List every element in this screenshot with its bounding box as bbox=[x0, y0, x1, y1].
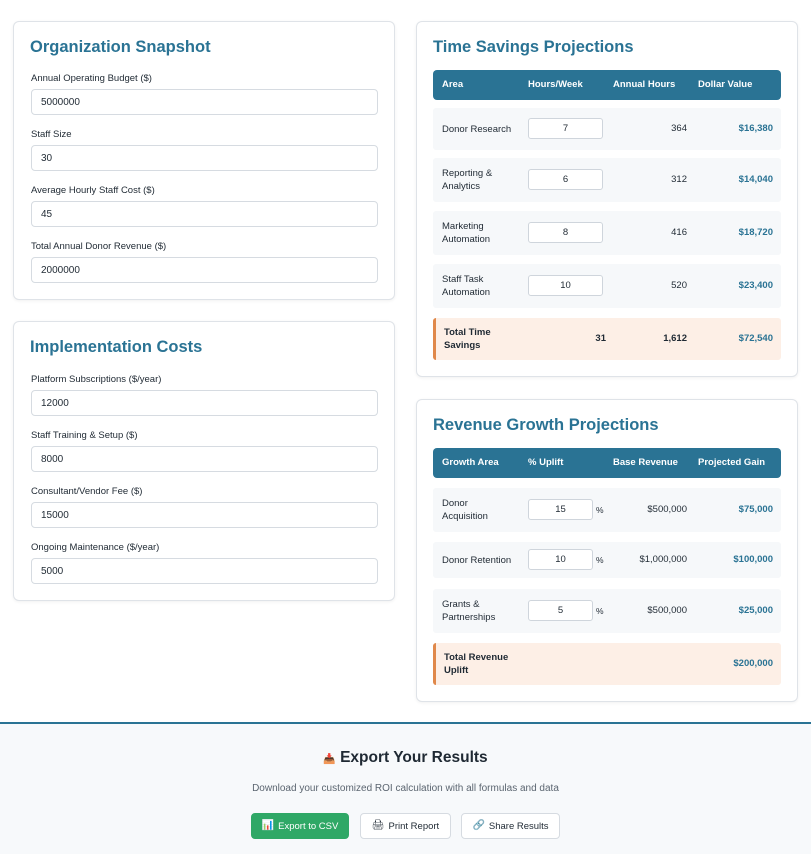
time-savings-card bbox=[416, 21, 798, 377]
total-annual-hours: 1,612 bbox=[663, 333, 687, 344]
row-dollar-value: $18,720 bbox=[738, 227, 773, 238]
hourly-cost-input[interactable] bbox=[31, 201, 378, 227]
table-row bbox=[433, 542, 781, 578]
export-csv-button[interactable] bbox=[251, 813, 349, 839]
row-base-revenue: $1,000,000 bbox=[639, 554, 687, 565]
export-csv-label: Export to CSV bbox=[278, 820, 339, 832]
table-row bbox=[433, 211, 781, 255]
export-subtitle: Download your customized ROI calculation with all formulas and data bbox=[252, 783, 559, 794]
export-section bbox=[0, 722, 811, 854]
hours-week-input[interactable] bbox=[528, 118, 603, 139]
table-row bbox=[433, 108, 781, 150]
row-dollar-value: $16,380 bbox=[738, 123, 773, 134]
total-dollar-value: $72,540 bbox=[738, 333, 773, 344]
export-title-text: Export Your Results bbox=[340, 749, 488, 766]
header-projected-gain: Projected Gain bbox=[698, 457, 766, 468]
donor-revenue-input[interactable] bbox=[31, 257, 378, 283]
row-projected-gain: $25,000 bbox=[738, 605, 773, 616]
annual-budget-label: Annual Operating Budget ($) bbox=[31, 73, 152, 84]
percent-symbol: % bbox=[596, 555, 604, 565]
platform-subscriptions-label: Platform Subscriptions ($/year) bbox=[31, 374, 162, 385]
implementation-costs-card bbox=[13, 321, 395, 601]
time-savings-title: Time Savings Projections bbox=[433, 38, 634, 56]
row-projected-gain: $100,000 bbox=[733, 554, 773, 565]
staff-training-label: Staff Training & Setup ($) bbox=[31, 430, 138, 441]
consultant-fee-label: Consultant/Vendor Fee ($) bbox=[31, 486, 143, 497]
staff-training-input[interactable] bbox=[31, 446, 378, 472]
row-area: Reporting & Analytics bbox=[442, 168, 493, 192]
row-projected-gain: $75,000 bbox=[738, 504, 773, 515]
share-results-label: Share Results bbox=[488, 820, 549, 832]
table-row bbox=[433, 264, 781, 308]
row-annual-hours: 312 bbox=[671, 174, 687, 185]
total-hours-week: 31 bbox=[595, 333, 606, 344]
header-uplift: % Uplift bbox=[528, 457, 564, 468]
percent-symbol: % bbox=[596, 505, 604, 515]
header-dollar-value: Dollar Value bbox=[698, 79, 753, 90]
implementation-costs-title: Implementation Costs bbox=[30, 338, 203, 356]
header-hours-week: Hours/Week bbox=[528, 79, 583, 90]
row-annual-hours: 416 bbox=[671, 227, 687, 238]
uplift-input[interactable] bbox=[528, 499, 593, 520]
row-dollar-value: $23,400 bbox=[738, 280, 773, 291]
header-growth-area: Growth Area bbox=[442, 457, 499, 468]
revenue-growth-card bbox=[416, 399, 798, 702]
hours-week-input[interactable] bbox=[528, 222, 603, 243]
row-dollar-value: $14,040 bbox=[738, 174, 773, 185]
total-projected-gain: $200,000 bbox=[733, 658, 773, 669]
platform-subscriptions-input[interactable] bbox=[31, 390, 378, 416]
row-growth-area: Donor Retention bbox=[442, 555, 512, 566]
annual-budget-input[interactable] bbox=[31, 89, 378, 115]
table-row bbox=[433, 158, 781, 202]
row-area: Staff Task Automation bbox=[442, 274, 491, 298]
donor-revenue-label: Total Annual Donor Revenue ($) bbox=[31, 241, 167, 252]
table-row bbox=[433, 488, 781, 532]
hours-week-input[interactable] bbox=[528, 275, 603, 296]
staff-size-input[interactable] bbox=[31, 145, 378, 171]
hours-week-input[interactable] bbox=[528, 169, 603, 190]
link-icon: 🔗 bbox=[472, 820, 485, 831]
ongoing-maintenance-input[interactable] bbox=[31, 558, 378, 584]
header-area: Area bbox=[442, 79, 464, 90]
row-area: Donor Research bbox=[442, 124, 512, 135]
uplift-input[interactable] bbox=[528, 549, 593, 570]
organization-snapshot-card bbox=[13, 21, 395, 300]
ongoing-maintenance-label: Ongoing Maintenance ($/year) bbox=[31, 542, 160, 553]
time-savings-table-header bbox=[433, 70, 781, 100]
bar-chart-icon: 📊 bbox=[261, 820, 275, 831]
header-annual-hours: Annual Hours bbox=[613, 79, 676, 90]
consultant-fee-input[interactable] bbox=[31, 502, 378, 528]
row-growth-area: Grants & Partnerships bbox=[442, 599, 496, 623]
uplift-input[interactable] bbox=[528, 600, 593, 621]
total-label: Total Revenue Uplift bbox=[444, 652, 509, 676]
row-base-revenue: $500,000 bbox=[647, 605, 687, 616]
revenue-growth-title: Revenue Growth Projections bbox=[433, 416, 659, 434]
inbox-tray-icon: 📥 bbox=[323, 754, 336, 765]
header-base-revenue: Base Revenue bbox=[613, 457, 678, 468]
percent-symbol: % bbox=[596, 606, 604, 616]
row-growth-area: Donor Acquisition bbox=[442, 498, 488, 522]
row-area: Marketing Automation bbox=[442, 221, 491, 245]
hourly-cost-label: Average Hourly Staff Cost ($) bbox=[31, 185, 155, 196]
print-report-button[interactable] bbox=[360, 813, 451, 839]
printer-icon: 🖨 bbox=[371, 820, 385, 831]
print-report-label: Print Report bbox=[388, 820, 440, 832]
organization-snapshot-title: Organization Snapshot bbox=[30, 38, 211, 56]
revenue-growth-table-header bbox=[433, 448, 781, 478]
table-row bbox=[433, 589, 781, 633]
share-results-button[interactable] bbox=[461, 813, 560, 839]
total-revenue-uplift-row bbox=[433, 643, 781, 685]
row-annual-hours: 364 bbox=[671, 123, 687, 134]
staff-size-label: Staff Size bbox=[31, 129, 72, 140]
row-base-revenue: $500,000 bbox=[647, 504, 687, 515]
row-annual-hours: 520 bbox=[671, 280, 687, 291]
export-title bbox=[0, 749, 811, 767]
total-label: Total Time Savings bbox=[444, 327, 491, 351]
total-time-savings-row bbox=[433, 318, 781, 360]
